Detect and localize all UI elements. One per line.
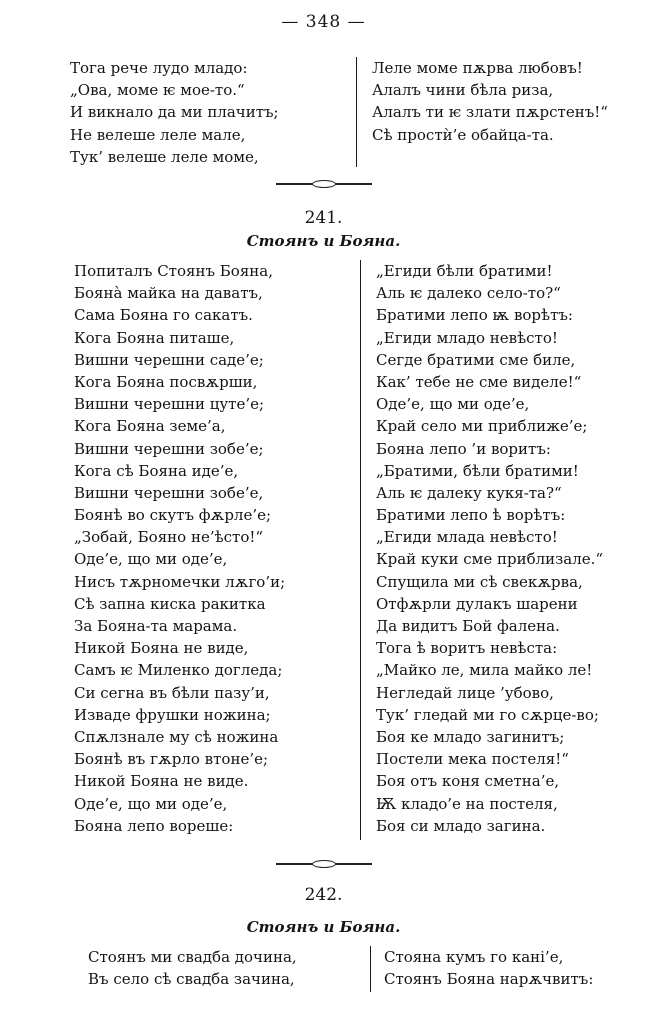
verse-line: Спѫлзнале му сѣ ножина [74,727,279,746]
verse-line: Аль ѥ далеко село-то?“ [376,284,561,303]
verse-line: „Егиди младо невѣсто! [376,328,558,347]
column-divider [370,946,371,992]
verse-line: Сама Бояна го сакатъ. [74,306,253,325]
verse-line: Бояна лепо вореше: [74,816,234,835]
verse-line: Никой Бояна не виде, [74,639,249,658]
section-ornament [276,860,372,868]
verse-line: Негледай лице ’убово, [376,683,554,702]
verse-line: Не велеше леле мале, [70,125,246,144]
verse-line: Братими лепо ѣ ворѣтъ: [376,506,566,525]
verse-line: Изваде фрушки ножина; [74,705,271,724]
verse-line: Сѣ запна киска ракитка [74,594,266,613]
verse-line: Постели мека постеля!“ [376,750,569,769]
verse-line: Боя ке младо загинитъ; [376,727,565,746]
verse-line: Край село ми приближе’е; [376,417,588,436]
verse-line: Боя си младо загина. [376,816,546,835]
verse-line: Алалъ ти ѥ злати пѫрстенъ!“ [372,103,608,122]
verse-line: Алалъ чини бѣла риза, [372,81,554,100]
verse-line: Да видитъ Бой фалена. [376,617,560,635]
verse-line: Боянѣ въ гѫрло втоне’е; [74,750,269,769]
verse-line: Леле моме пѫрва любовъ! [372,59,583,77]
verse-line: Сѣ простѝ’е обайца-та. [372,125,554,144]
verse-line: Тога ѣ воритъ невѣста: [376,639,558,658]
verse-line: „Егиди бѣли братими! [376,262,553,280]
verse-line: Си сегна въ бѣли пазу’и, [74,683,270,702]
verse-line: Отфѫрли дулакъ шарени [376,594,578,613]
verse-line: Оде’е, що ми оде’е, [74,550,228,569]
verse-line: Стоянъ Бояна нарѫчвитъ: [384,970,594,989]
verse-line: Кога сѣ Бояна иде’е, [74,461,239,480]
verse-line: За Бояна-та марама. [74,617,238,635]
verse-line: Ѭ кладо’е на постеля, [376,794,558,813]
verse-line: Кога Бояна земе’а, [74,417,226,436]
verse-line: Вишни черешни зобе’е; [74,439,264,458]
verse-line: Въ село сѣ свадба зачина, [88,970,295,989]
verse-line: Попиталъ Стоянъ Бояна, [74,262,273,280]
verse-line: Аль ѥ далеку кукя-та?“ [376,483,562,502]
verse-line: „Братими, бѣли братими! [376,461,579,480]
song-number-242: 242. [304,885,343,905]
verse-line: Оде’е, що ми оде’е, [376,395,530,414]
verse-line: Край куки сме приблизале.“ [376,550,604,569]
verse-line: Кога Бояна посвѫрши, [74,372,258,391]
verse-line: Самъ ѥ Миленко догледа; [74,661,283,680]
verse-line: Вишни черешни зобе’е, [74,483,264,502]
top-right-column [372,57,608,146]
song-title-242: Стоянъ и Бояна. [246,918,401,936]
verse-line: Тук’ велеше леле моме, [70,147,259,166]
song-241-left-column [74,260,285,837]
verse-line: Никой Бояна не виде. [74,772,249,791]
verse-line: Боянѣ во скутъ фѫрле’е; [74,506,272,525]
song-242-right-column [384,946,593,990]
verse-line: Боя отъ коня сметна’е, [376,772,560,791]
verse-line: Братими лепо ѭ ворѣтъ: [376,306,573,325]
verse-line: Вишни черешни цуте’е; [74,395,265,414]
page-number: — 348 — [281,12,366,32]
verse-line: „Ова, моме ѥ мое-то.“ [70,81,245,100]
song-242-left-column [88,946,297,990]
verse-line: Боянà майка на даватъ, [74,284,263,303]
verse-line: Бояна лепо ’и воритъ: [376,439,551,458]
verse-line: Как’ тебе не сме виделе!“ [376,372,582,391]
song-number-241: 241. [304,208,343,228]
verse-line: „Майко ле, мила майко ле! [376,661,593,680]
verse-line: „Егиди млада невѣсто! [376,528,558,547]
verse-line: Сегде братими сме биле, [376,350,576,369]
song-241-right-column [376,260,603,837]
verse-line: „Зобай, Бояно не’ѣсто!“ [74,528,264,547]
verse-line: И викнало да ми плачитъ; [70,103,279,122]
verse-line: Тук’ гледай ми го сѫрце-во; [376,705,599,724]
column-divider [356,57,357,167]
verse-line: Кога Бояна питаше, [74,328,235,347]
verse-line: Оде’е, що ми оде’е, [74,794,228,813]
verse-line: Стояна кумъ го кані’е, [384,948,564,966]
verse-line: Вишни черешни саде’е; [74,350,264,369]
song-title-241: Стоянъ и Бояна. [246,232,401,250]
top-left-column [70,57,279,168]
column-divider [360,260,361,840]
verse-line: Стоянъ ми свадба дочина, [88,948,297,966]
verse-line: Нисъ тѫрномечки лѫго’и; [74,572,286,591]
section-ornament [276,180,372,188]
verse-line: Спущила ми сѣ свекѫрва, [376,572,583,591]
verse-line: Тога рече лудо младо: [70,59,248,77]
